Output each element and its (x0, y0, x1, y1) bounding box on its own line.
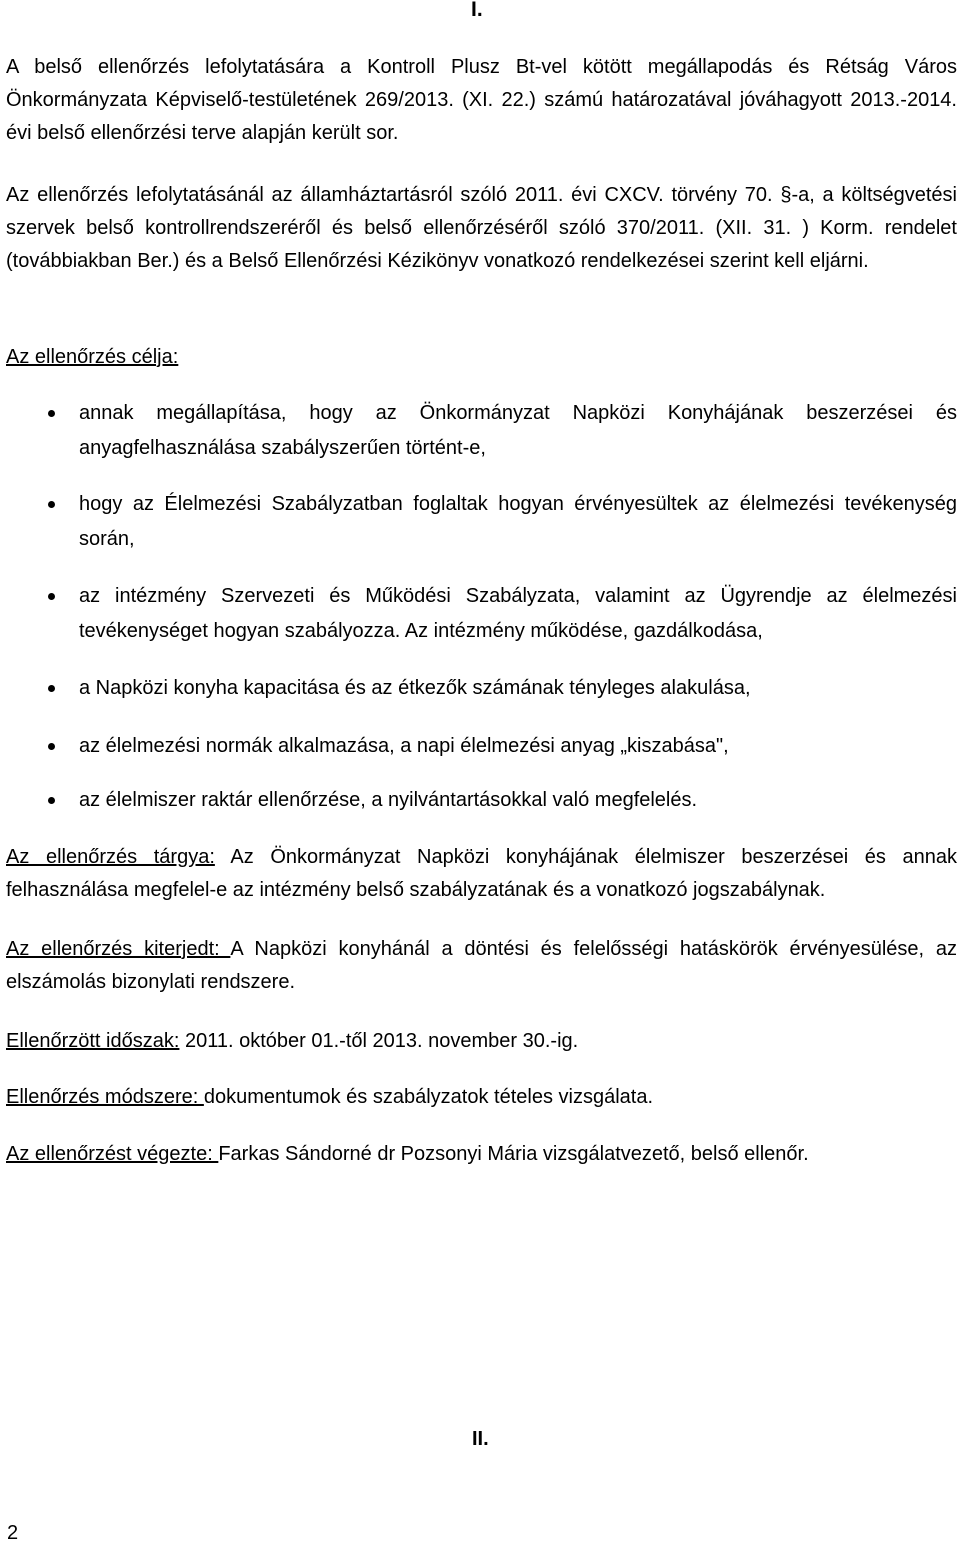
period-label: Ellenőrzött időszak: (6, 1030, 180, 1052)
goal-item-text: a Napközi konyha kapacitása és az étkezők számának tényleges alakulása, (79, 677, 751, 699)
performed-by-paragraph (6, 1138, 957, 1171)
bullet-icon (48, 501, 55, 508)
goal-list-item (6, 579, 957, 649)
goal-item-text: az élelmezési normák alkalmazása, a napi élelmezési anyag „kiszabása", (79, 735, 729, 757)
goal-item-text: az élelmiszer raktár ellenőrzése, a nyilvántartásokkal való megfelelés. (79, 789, 698, 811)
scope-label: Az ellenőrzés kiterjedt: (6, 938, 231, 960)
scope-text: A Napközi konyhánál a döntési és felelősségi hatáskörök érvényesülése, az elszámolás bizonylati rendszere. (6, 938, 957, 993)
subject-text: Az Önkormányzat Napközi konyhájának élelmiszer beszerzései és annak felhasználása megfelel-e az intézmény belső szabályzatának és a vonatkozó jogszabálynak. (6, 846, 957, 901)
goal-list-item (6, 783, 957, 818)
bullet-icon (48, 797, 55, 804)
subject-paragraph (6, 841, 957, 907)
goal-item-text: az intézmény Szervezeti és Működési Szabályzata, valamint az Ügyrendje az élelmezési tevékenységet hogyan szabályozza. Az intézmény működése, gazdálkodása, (79, 585, 957, 642)
period-text: 2011. október 01.-től 2013. november 30.-ig. (179, 1030, 579, 1052)
page-number: 2 (7, 1522, 19, 1544)
goal-list-item (6, 729, 957, 764)
section-number-bottom: II. (472, 1428, 489, 1450)
method-paragraph (6, 1081, 957, 1114)
bullet-icon (48, 685, 55, 692)
performed-by-text: Farkas Sándorné dr Pozsonyi Mária vizsgálatvezető, belső ellenőr. (218, 1143, 809, 1165)
method-text: dokumentumok és szabályzatok tételes vizsgálata. (203, 1086, 653, 1108)
goal-heading: Az ellenőrzés célja: (6, 346, 179, 368)
goal-list-item (6, 487, 957, 557)
scope-paragraph (6, 933, 957, 999)
goal-list-item (6, 671, 957, 706)
period-paragraph (6, 1025, 957, 1058)
intro-paragraph-2: Az ellenőrzés lefolytatásánál az államháztartásról szóló 2011. évi CXCV. törvény 70. §-a, a költségvetési szervek belső kontrollrendszeréről és belső ellenőrzéséről szóló 370/2011. (XII. 31. ) Korm. rendelet (továbbiakban Ber.) és a Belső Ellenőrzési Kézikönyv vonatkozó rendelkezései szerint kell eljárni. (6, 184, 957, 272)
bullet-icon (48, 743, 55, 750)
method-label: Ellenőrzés módszere: (6, 1086, 204, 1108)
intro-paragraph-1: A belső ellenőrzés lefolytatására a Kontroll Plusz Bt-vel kötött megállapodás és Rétság Város Önkormányzata Képviselő-testületének 269/2013. (XI. 22.) számú határozatával jóváhagyott 2013.-2014. évi belső ellenőrzési terve alapján került sor. (6, 56, 957, 144)
section-number-top: I. (471, 0, 483, 21)
bullet-icon (48, 593, 55, 600)
subject-label: Az ellenőrzés tárgya: (6, 846, 215, 868)
bullet-icon (48, 410, 55, 417)
performed-by-label: Az ellenőrzést végezte: (6, 1143, 219, 1165)
goal-list-item (6, 396, 957, 466)
goal-item-text: annak megállapítása, hogy az Önkormányzat Napközi Konyhájának beszerzései és anyagfelhasználása szabályszerűen történt-e, (79, 402, 957, 459)
goal-item-text: hogy az Élelmezési Szabályzatban foglaltak hogyan érvényesültek az élelmezési tevékenység során, (79, 493, 957, 550)
